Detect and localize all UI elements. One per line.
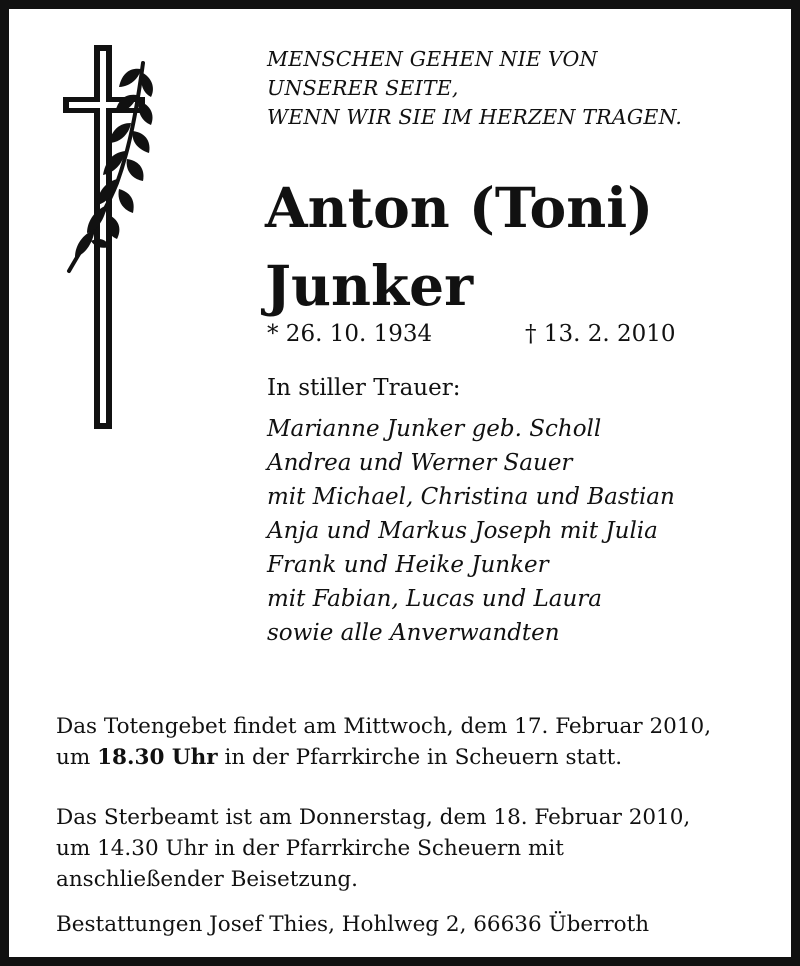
mourner-line: Andrea und Werner Sauer — [267, 450, 573, 476]
mourner-line: Anja und Markus Joseph mit Julia — [267, 518, 658, 544]
requiem-line: Das Sterbeamt ist am Donnerstag, dem 18. Februar 2010, — [56, 805, 691, 830]
motto-line: UNSERER SEITE, — [267, 76, 459, 100]
death-date: † 13. 2. 2010 — [525, 321, 676, 347]
requiem-line: anschließender Beisetzung. — [56, 867, 359, 892]
requiem-announcement — [56, 802, 776, 895]
mourner-line: mit Michael, Christina und Bastian — [267, 484, 675, 510]
mourner-line: sowie alle Anverwandten — [267, 620, 560, 646]
mourner-line: Frank und Heike Junker — [267, 552, 549, 578]
deceased-name-line-1: Anton (Toni) — [265, 175, 654, 240]
mourning-heading: In stiller Trauer: — [267, 375, 461, 401]
prayer-time: 18.30 Uhr — [97, 745, 218, 770]
prayer-line-2-prefix: um — [56, 745, 98, 770]
mourner-line: mit Fabian, Lucas und Laura — [267, 586, 603, 612]
mourner-line: Marianne Junker geb. Scholl — [267, 416, 602, 442]
deceased-name-line-2: Junker — [265, 253, 474, 318]
motto-line: WENN WIR SIE IM HERZEN TRAGEN. — [267, 105, 683, 129]
motto — [267, 45, 767, 132]
deceased-name — [265, 169, 653, 325]
prayer-line-2 — [56, 742, 776, 773]
prayer-line-1: Das Totengebet findet am Mittwoch, dem 17. Februar 2010, — [56, 714, 712, 739]
funeral-home: Bestattungen Josef Thies, Hohlweg 2, 66636 Überroth — [56, 912, 650, 937]
prayer-line-2-suffix: in der Pfarrkirche in Scheuern statt. — [217, 745, 623, 770]
mourners-list — [267, 412, 675, 650]
requiem-line: um 14.30 Uhr in der Pfarrkirche Scheuern mit — [56, 836, 564, 861]
motto-line: MENSCHEN GEHEN NIE VON — [267, 47, 598, 71]
birth-date: * 26. 10. 1934 — [267, 321, 433, 347]
prayer-announcement — [56, 711, 776, 773]
cross-with-palm-branch-icon — [55, 43, 159, 433]
